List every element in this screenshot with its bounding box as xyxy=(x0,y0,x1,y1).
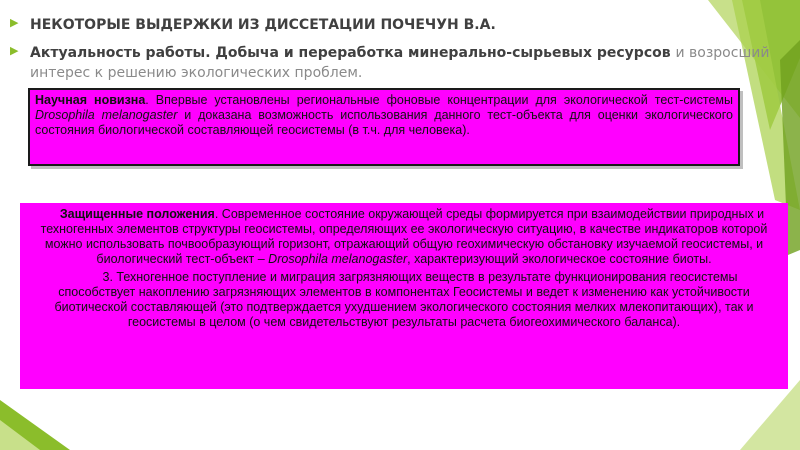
relevance-text xyxy=(30,45,769,81)
positions-paragraph-1 xyxy=(32,207,776,267)
positions-p1-end: , характеризующий экологическое состояние биоты. xyxy=(407,252,712,266)
novelty-lead: Научная новизна xyxy=(35,93,146,107)
triangle-bullet-icon: ▶ xyxy=(10,44,19,57)
triangle-bullet-icon: ▶ xyxy=(10,16,19,29)
relevance-faded-text: и возросший интерес к решению экологических проблем. xyxy=(30,45,770,81)
deco-shard-bottom-right xyxy=(740,380,800,450)
bullet-item-relevance xyxy=(10,42,780,82)
relevance-main-text: Актуальность работы. Добыча и переработка минерально-сырьевых ресурсов xyxy=(30,45,676,61)
novelty-box xyxy=(28,88,740,166)
novelty-species: Drosophila melanogaster xyxy=(35,108,178,122)
positions-p1-species: Drosophila melanogaster xyxy=(268,252,408,266)
positions-p1-text: . Современное состояние окружающей среды формируется при взаимодействии природных и техногенных элементов структуры геосистемы, определяющих ее экологическую ситуацию, в качестве индикаторов которой можно использовать почвообразующий горизонт, отражающий общую геохимическую обстановку изучаемой геосистемы, и биологический тест-объект – xyxy=(40,207,768,266)
bullet-item-title xyxy=(10,14,780,34)
bullet-list xyxy=(10,14,780,90)
positions-paragraph-2: 3. Техногенное поступление и миграция загрязняющих веществ в результате функционирования геосистемы способствует накоплению загрязняющих элементов в компонентах Геосистемы и ведет к изменению как устойчивости биотической составляющей (это подтверждается ухудшением экологического состояния мелких млекопитающих), так и геосистемы в целом (о чем свидетельствуют результаты расчета биогеохимического баланса). xyxy=(54,270,754,329)
positions-lead: Защищенные положения xyxy=(59,207,215,221)
novelty-text-before: . Впервые установлены региональные фоновые концентрации для экологической тест-системы xyxy=(145,93,733,107)
slide-title: НЕКОТОРЫЕ ВЫДЕРЖКИ ИЗ ДИССЕТАЦИИ ПОЧЕЧУН В.А. xyxy=(30,17,496,33)
novelty-text-after: и доказана возможность использования данного тест-объекта для оценки экологического состояния биологической составляющей геосистемы (в т.ч. для человека). xyxy=(35,108,733,137)
positions-box xyxy=(20,203,788,389)
